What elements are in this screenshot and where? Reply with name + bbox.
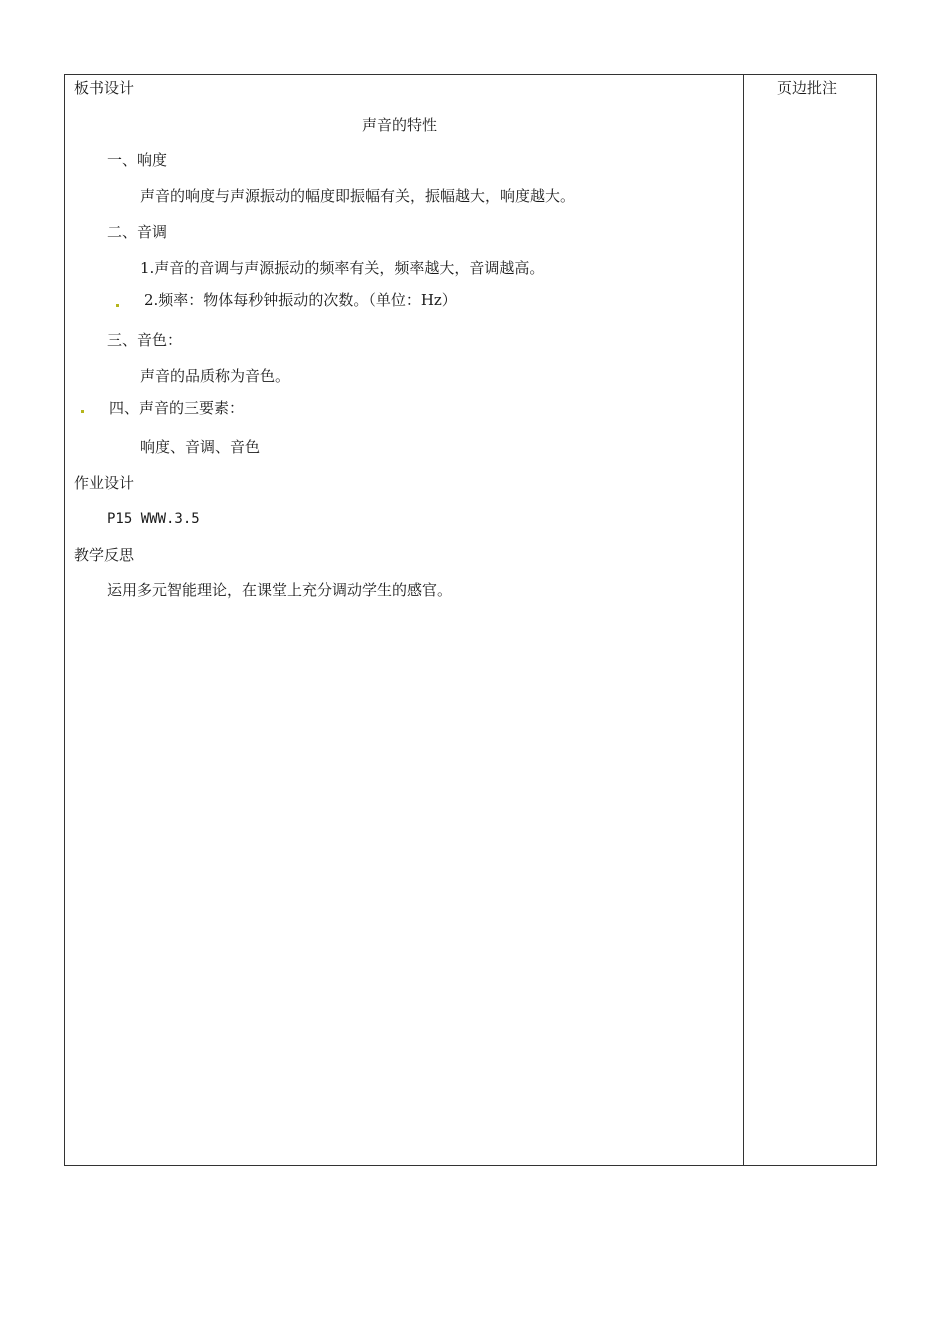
section-line-timbre: 声音的品质称为音色。 bbox=[140, 367, 291, 385]
column-divider bbox=[743, 75, 744, 1165]
annotation-marker bbox=[81, 410, 84, 413]
annotation-marker bbox=[116, 304, 119, 307]
reflection-content: 运用多元智能理论，在课堂上充分调动学生的感官。 bbox=[107, 581, 453, 599]
section-heading-elements: 四、声音的三要素： bbox=[109, 399, 245, 417]
section-heading-loudness: 一、响度 bbox=[107, 151, 168, 169]
section-heading-pitch: 二、音调 bbox=[107, 223, 168, 241]
homework-content: P15 WWW.3.5 bbox=[107, 511, 200, 527]
homework-heading: 作业设计 bbox=[74, 474, 135, 492]
margin-notes-heading: 页边批注 bbox=[777, 79, 838, 97]
section-line-pitch-1: 1.声音的音调与声源振动的频率有关，频率越大，音调越高。 bbox=[140, 259, 545, 277]
section-line-pitch-2: 2.频率：物体每秒钟振动的次数。（单位：Hz） bbox=[144, 291, 457, 309]
section-line-elements: 响度、音调、音色 bbox=[140, 438, 261, 456]
board-design-heading: 板书设计 bbox=[74, 79, 135, 97]
reflection-heading: 教学反思 bbox=[74, 546, 135, 564]
section-heading-timbre: 三、音色： bbox=[107, 331, 183, 349]
board-title: 声音的特性 bbox=[362, 116, 438, 134]
section-line-loudness: 声音的响度与声源振动的幅度即振幅有关，振幅越大，响度越大。 bbox=[140, 187, 576, 205]
lesson-plan-table bbox=[64, 74, 877, 1166]
